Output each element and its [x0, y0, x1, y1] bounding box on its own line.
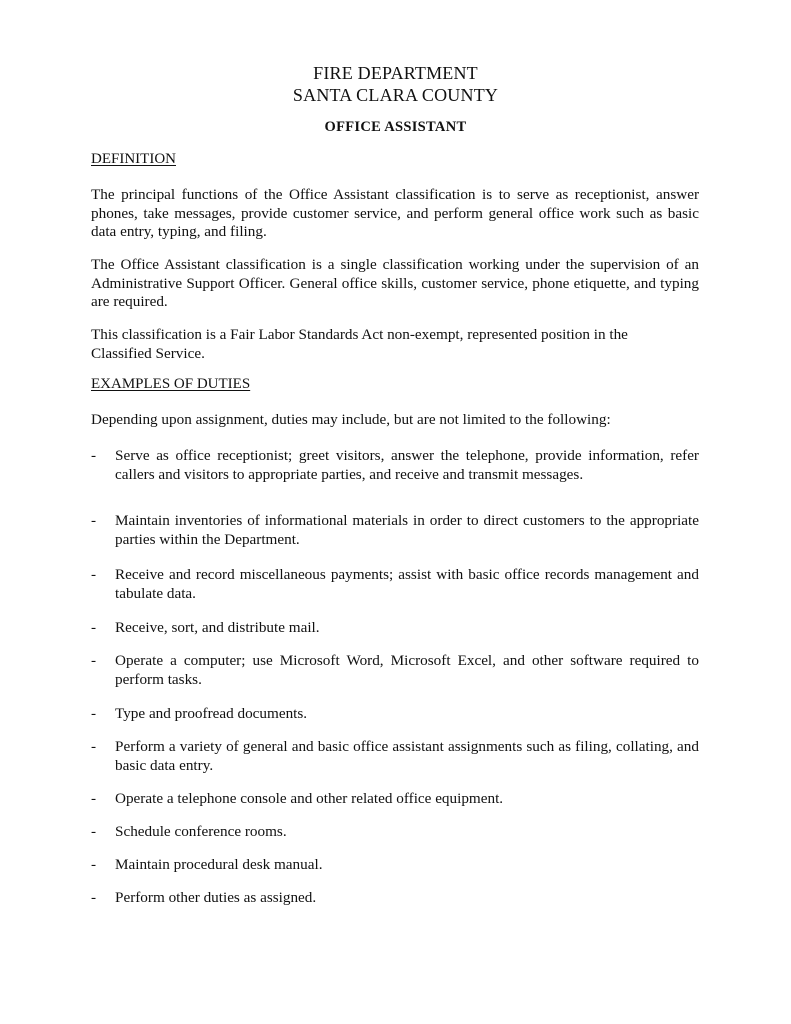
duty-text: Operate a telephone console and other related office equipment. — [115, 790, 504, 807]
definition-paragraph: The Office Assistant classification is a single classification working under the supervision of an Administrative Support Officer. General office skills, customer service, phone etiquette, and typing are required. — [91, 256, 699, 310]
duty-text: Operate a computer; use Microsoft Word, Microsoft Excel, and other software required to perform tasks. — [115, 652, 699, 688]
duty-text: Receive, sort, and distribute mail. — [115, 619, 320, 636]
duty-text: Schedule conference rooms. — [115, 823, 287, 840]
definition-heading: DEFINITION — [91, 151, 176, 167]
duty-text: Perform a variety of general and basic office assistant assignments such as filing, collating, and basic data entry. — [115, 738, 699, 774]
bullet-dash: - — [91, 705, 97, 722]
duties-intro: Depending upon assignment, duties may include, but are not limited to the following: — [91, 411, 611, 428]
duty-text: Receive and record miscellaneous payments; assist with basic office records management and tabulate data. — [115, 566, 699, 602]
duty-text: Perform other duties as assigned. — [115, 889, 317, 906]
bullet-dash: - — [91, 566, 97, 583]
definition-paragraph: This classification is a Fair Labor Standards Act non-exempt, represented position in the Classified Service. — [91, 326, 628, 362]
duty-text: Type and proofread documents. — [115, 705, 308, 722]
bullet-dash: - — [91, 447, 97, 464]
bullet-dash: - — [91, 790, 97, 807]
duty-text: Maintain procedural desk manual. — [115, 856, 323, 873]
bullet-dash: - — [91, 738, 97, 755]
duty-text: Serve as office receptionist; greet visitors, answer the telephone, provide information, refer callers and visitors to appropriate parties, and receive and transmit messages. — [115, 447, 699, 483]
bullet-dash: - — [91, 856, 97, 873]
document-title: OFFICE ASSISTANT — [324, 119, 467, 135]
bullet-dash: - — [91, 619, 97, 636]
bullet-dash: - — [91, 823, 97, 840]
org-name-line2: SANTA CLARA COUNTY — [292, 85, 499, 105]
definition-paragraph: The principal functions of the Office Assistant classification is to serve as receptionist, answer phones, take messages, provide customer service, and perform general office work such as basic data entry, typing, and filing. — [91, 186, 699, 240]
bullet-dash: - — [91, 512, 97, 529]
bullet-dash: - — [91, 889, 97, 906]
bullet-dash: - — [91, 652, 97, 669]
duties-heading: EXAMPLES OF DUTIES — [91, 376, 251, 392]
org-name-line1: FIRE DEPARTMENT — [313, 63, 478, 83]
duty-text: Maintain inventories of informational materials in order to direct customers to the appropriate parties within the Department. — [115, 512, 699, 548]
